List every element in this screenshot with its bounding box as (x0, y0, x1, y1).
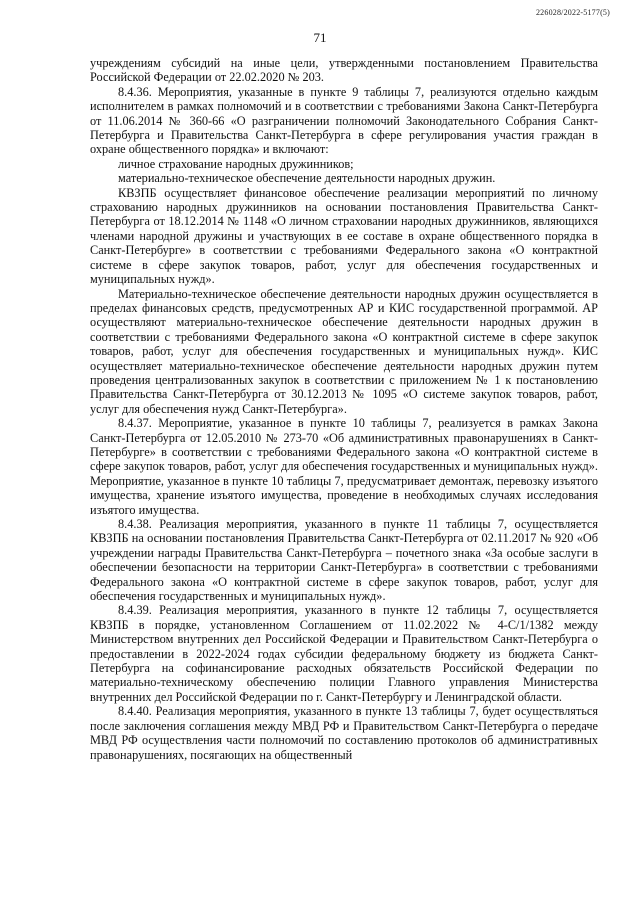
paragraph-8-4-37: 8.4.37. Мероприятие, указанное в пункте 10 таблицы 7, реализуется в рамках Закона Санкт-Петербурга от 12.05.2010 № 273-70 «Об административных правонарушениях в Санкт-Петербурге» в соответствии с требованиями Федерального закона «О контрактной системе в сфере закупок товаров, работ, услуг для обеспечения государственных и муниципальных нужд». Мероприятие, указанное в пункте 10 таблицы 7, предусматривает демонтаж, перевозку изъятого имущества, хранение изъятого имущества, проведение в необходимых случаях исследования изъятого имущества. (90, 416, 598, 517)
list-item-material-support: материально-техническое обеспечение деятельности народных дружин. (118, 171, 496, 186)
paragraph-material-support: Материально-техническое обеспечение деятельности народных дружин осуществляется в пределах финансовых средств, предусмотренных АР и КИС государственной программой. АР осуществляют материально-техническое обеспечение деятельности народных дружин в соответствии с требованиями Федерального закона «О контрактной системе в сфере закупок товаров, работ, услуг для обеспечения государственных и муниципальных нужд». КИС осуществляет материально-техническое обеспечение деятельности народных дружин путем проведения централизованных закупок в соответствии с приложением № 1 к постановлению Правительства Санкт-Петербурга от 30.12.2013 № 1095 «О системе закупок товаров, работ, услуг для обеспечения нужд Санкт-Петербурга». (90, 286, 598, 416)
paragraph-kvzpb-insurance: КВЗПБ осуществляет финансовое обеспечение реализации мероприятий по личному страхованию народных дружинников на основании постановления Правительства Санкт-Петербурга от 18.12.2014 № 1148 «О личном страховании народных дружинников, являющихся членами народной дружины и участвующих в ее составе в охране общественного порядка в Санкт-Петербурге» в соответствии с требованиями Федерального закона «О контрактной системе в сфере закупок товаров, работ, услуг для обеспечения государственных и муниципальных нужд». (90, 185, 598, 287)
paragraph-8-4-40: 8.4.40. Реализация мероприятия, указанного в пункте 13 таблицы 7, будет осуществляться после заключения соглашения между МВД РФ и Правительством Санкт-Петербурга о передаче МВД РФ осуществления части полномочий по составлению протоколов об административных правонарушениях, посягающих на общественный (90, 704, 598, 762)
paragraph-8-4-38: 8.4.38. Реализация мероприятия, указанного в пункте 11 таблицы 7, осуществляется КВЗПБ на основании постановления Правительства Санкт-Петербурга от 02.11.2017 № 920 «Об учреждении награды Правительства Санкт-Петербурга – почетного знака «За особые заслуги в обеспечении безопасности на территории Санкт-Петербурга» в соответствии с требованиями Федерального закона «О контрактной системе в сфере закупок товаров, работ, услуг для обеспечения государственных и муниципальных нужд». (90, 517, 598, 604)
paragraph-8-4-39: 8.4.39. Реализация мероприятия, указанного в пункте 12 таблицы 7, осуществляется КВЗПБ в порядке, установленном Соглашением от 11.02.2022 № 4-С/1/1382 между Министерством внутренних дел Российской Федерации и Правительством Санкт-Петербурга о предоставлении в 2022-2024 годах субсидии федеральному бюджету из бюджета Санкт-Петербурга на софинансирование расходных обязательств Российской Федерации по материально-техническому обеспечению полиции Главного управления Министерства внутренних дел Российской Федерации по г. Санкт-Петербургу и Ленинградской области. (90, 603, 598, 704)
body-text (90, 56, 598, 762)
paragraph-continuation: учреждениям субсидий на иные цели, утвержденными постановлением Правительства Российской Федерации от 22.02.2020 № 203. (90, 56, 598, 85)
document-id: 226028/2022-5177(5) (535, 8, 610, 17)
page-number: 71 (313, 30, 327, 45)
paragraph-8-4-36: 8.4.36. Мероприятия, указанные в пункте 9 таблицы 7, реализуются отдельно каждым исполнителем в рамках полномочий и в соответствии с требованиями Закона Санкт-Петербурга от 11.06.2014 № 360-66 «О разграничении полномочий Законодательного Собрания Санкт-Петербурга и Правительства Санкт-Петербурга в сфере регулирования участия граждан в охране общественного порядка» и включают: (90, 84, 598, 157)
list-item-insurance: личное страхование народных дружинников; (118, 156, 354, 171)
